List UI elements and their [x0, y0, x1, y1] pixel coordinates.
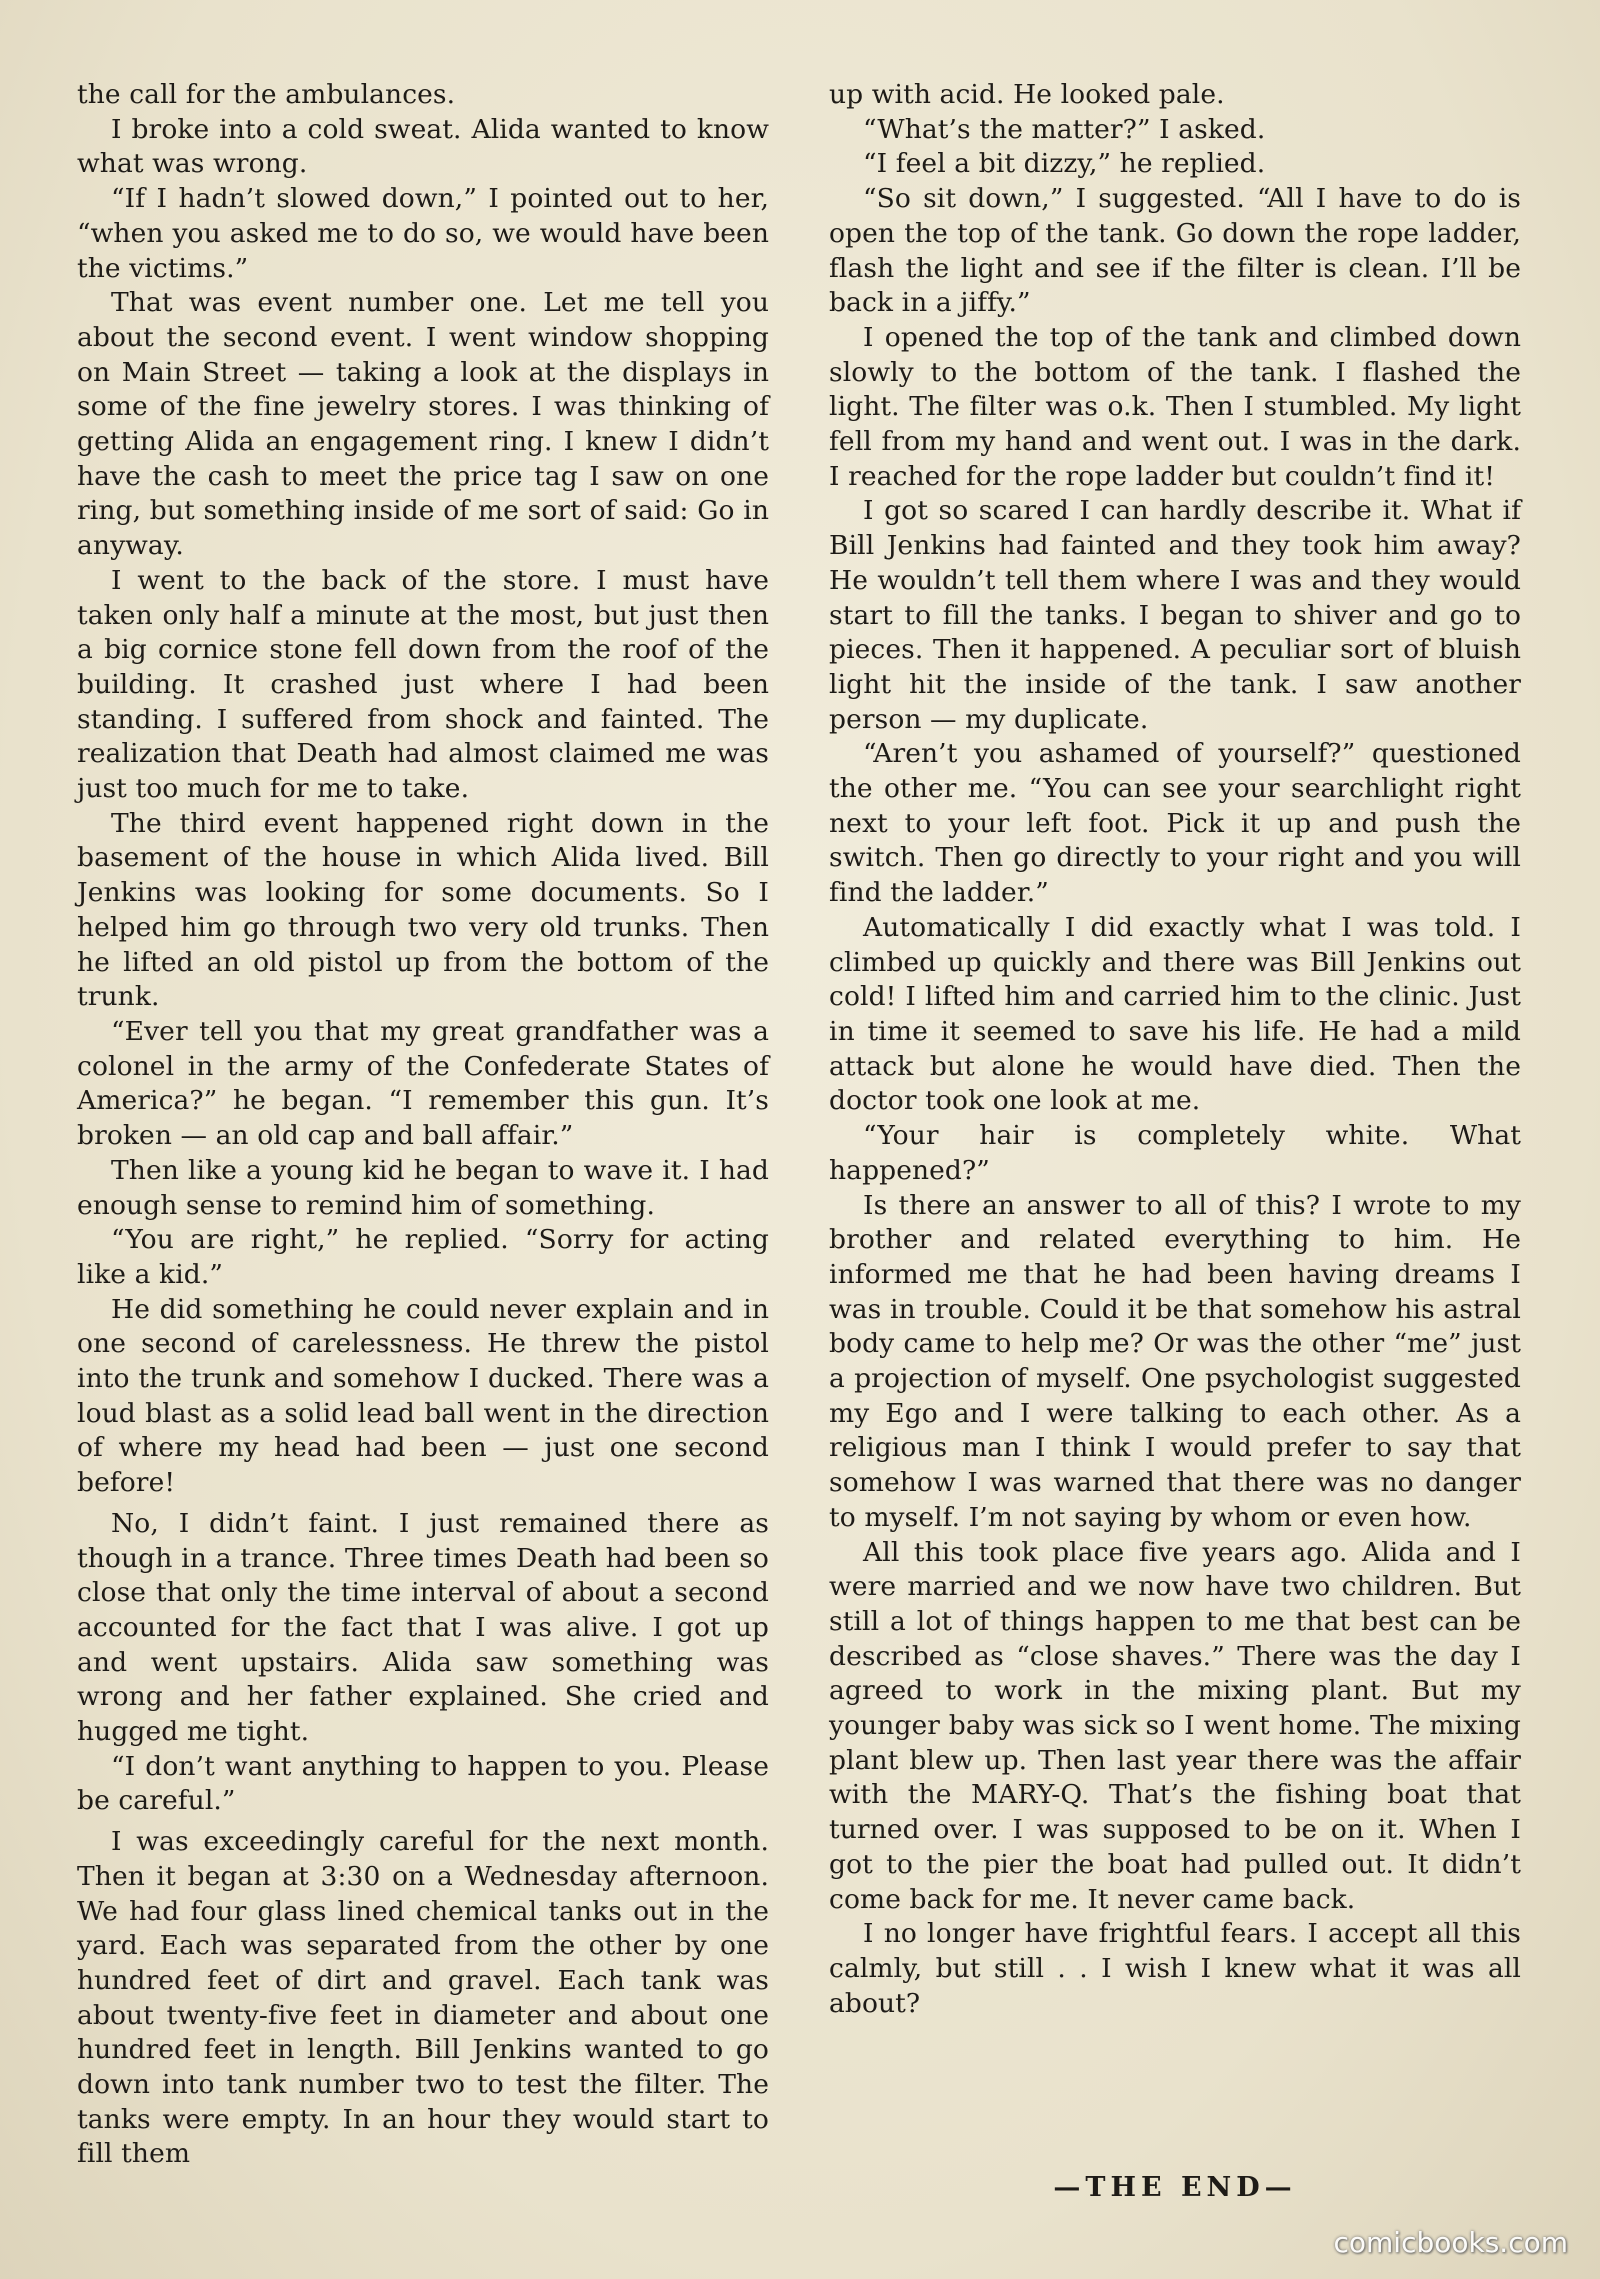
paragraph: “I feel a bit dizzy,” he replied.	[863, 148, 1266, 180]
paragraph: I got so scared I can hardly describe it. What if Bill Jenkins had fainted and they took him away? He wouldn’t tell them where I was and they would start to fill the tanks. I began to shiver and go to pieces. Then it happened. A peculiar sort of bluish light hit the inside of the tank. I saw another person — my duplicate.	[829, 495, 1521, 735]
left-text-column	[77, 78, 769, 2172]
paragraph: Is there an answer to all of this? I wrote to my brother and related everything to him. He informed me that he had been having dreams I was in trouble. Could it be that somehow his astral body came to help me? Or was the other “me” just a projection of myself. One psychologist suggested my Ego and I were talking to each other. As a religious man I think I would prefer to say that somehow I was warned that there was no danger to myself. I’m not saying by whom or even how.	[829, 1189, 1521, 1533]
paragraph: Automatically I did exactly what I was told. I climbed up quickly and there was Bill Jenkins out cold! I lifted him and carried him to the clinic. Just in time it seemed to save his life. He had a mild attack but alone he would have died. Then the doctor took one look at me.	[829, 911, 1521, 1117]
paragraph: “Ever tell you that my great grandfather was a colonel in the army of the Confederate States of America?” he began. “I remember this gun. It’s broken — an old cap and ball affair.”	[77, 1015, 769, 1152]
paragraph: “Your hair is completely white. What happened?”	[829, 1120, 1521, 1186]
paragraph: No, I didn’t faint. I just remained there as though in a trance. Three times Death had been so close that only the time interval of about a second accounted for the fact that I was alive. I got up and went upstairs. Alida saw something was wrong and her father explained. She cried and hugged me tight.	[77, 1507, 769, 1748]
paragraph: I no longer have frightful fears. I accept all this calmly, but still . . I wish I knew what it was all about?	[829, 1918, 1521, 2019]
paragraph: He did something he could never explain and in one second of carelessness. He threw the pistol into the trunk and somehow I ducked. There was a loud blast as a solid lead ball went in the direction of where my head had been — just one second before!	[77, 1293, 769, 1499]
paragraph: I was exceedingly careful for the next month. Then it began at 3:30 on a Wednesday afternoon. We had four glass lined chemical tanks out in the yard. Each was separated from the other by one hundred feet of dirt and gravel. Each tank was about twenty-five feet in diameter and about one hundred feet in length. Bill Jenkins wanted to go down into tank number two to test the filter. The tanks were empty. In an hour they would start to fill them	[77, 1826, 769, 2170]
paragraph: I opened the top of the tank and climbed down slowly to the bottom of the tank. I flashed the light. The filter was o.k. Then I stumbled. My light fell from my hand and went out. I was in the dark. I reached for the rope ladder but couldn’t find it!	[829, 321, 1521, 492]
paragraph: That was event number one. Let me tell you about the second event. I went window shopping on Main Street — taking a look at the displays in some of the fine jewelry stores. I was thinking of getting Alida an engagement ring. I knew I didn’t have the cash to meet the price tag I saw on one ring, but something inside of me sort of said: Go in anyway.	[77, 287, 769, 562]
paragraph: “Aren’t you ashamed of yourself?” questioned the other me. “You can see your searchlight right next to your left foot. Pick it up and push the switch. Then go directly to your right and you will find the ladder.”	[829, 738, 1521, 909]
paragraph: I went to the back of the store. I must have taken only half a minute at the most, but just then a big cornice stone fell down from the roof of the building. It crashed just where I had been standing. I suffered from shock and fainted. The realization that Death had almost claimed me was just too much for me to take.	[77, 564, 769, 805]
paragraph: “What’s the matter?” I asked.	[863, 113, 1266, 145]
paragraph: up with acid. He looked pale.	[829, 79, 1225, 110]
paragraph: Then like a young kid he began to wave it. I had enough sense to remind him of something.	[77, 1154, 769, 1221]
site-watermark: comicbooks.com	[1333, 2226, 1568, 2259]
paragraph: “If I hadn’t slowed down,” I pointed out to her, “when you asked me to do so, we would have been the victims.”	[77, 183, 769, 284]
the-end-label: —THE END—	[1053, 2172, 1297, 2203]
paragraph: the call for the ambulances.	[77, 79, 456, 110]
paragraph: “So sit down,” I suggested. “All I have to do is open the top of the tank. Go down the rope ladder, flash the light and see if the filter is clean. I’ll be back in a jiffy.”	[829, 183, 1521, 319]
paragraph: The third event happened right down in the basement of the house in which Alida lived. Bill Jenkins was looking for some documents. So I helped him go through two very old trunks. Then he lifted an old pistol up from the bottom of the trunk.	[77, 807, 769, 1013]
paragraph: “I don’t want anything to happen to you. Please be careful.”	[77, 1750, 769, 1817]
paragraph: I broke into a cold sweat. Alida wanted to know what was wrong.	[77, 113, 769, 180]
paragraph: “You are right,” he replied. “Sorry for acting like a kid.”	[77, 1224, 769, 1290]
right-text-column	[829, 78, 1521, 2021]
paragraph: All this took place five years ago. Alida and I were married and we now have two children. But still a lot of things happen to me that best can be described as “close shaves.” There was the day I agreed to work in the mixing plant. But my younger baby was sick so I went home. The mixing plant blew up. Then last year there was the affair with the MARY-Q. That’s the fishing boat that turned over. I was supposed to be on it. When I got to the pier the boat had pulled out. It didn’t come back for me. It never came back.	[829, 1536, 1521, 1915]
